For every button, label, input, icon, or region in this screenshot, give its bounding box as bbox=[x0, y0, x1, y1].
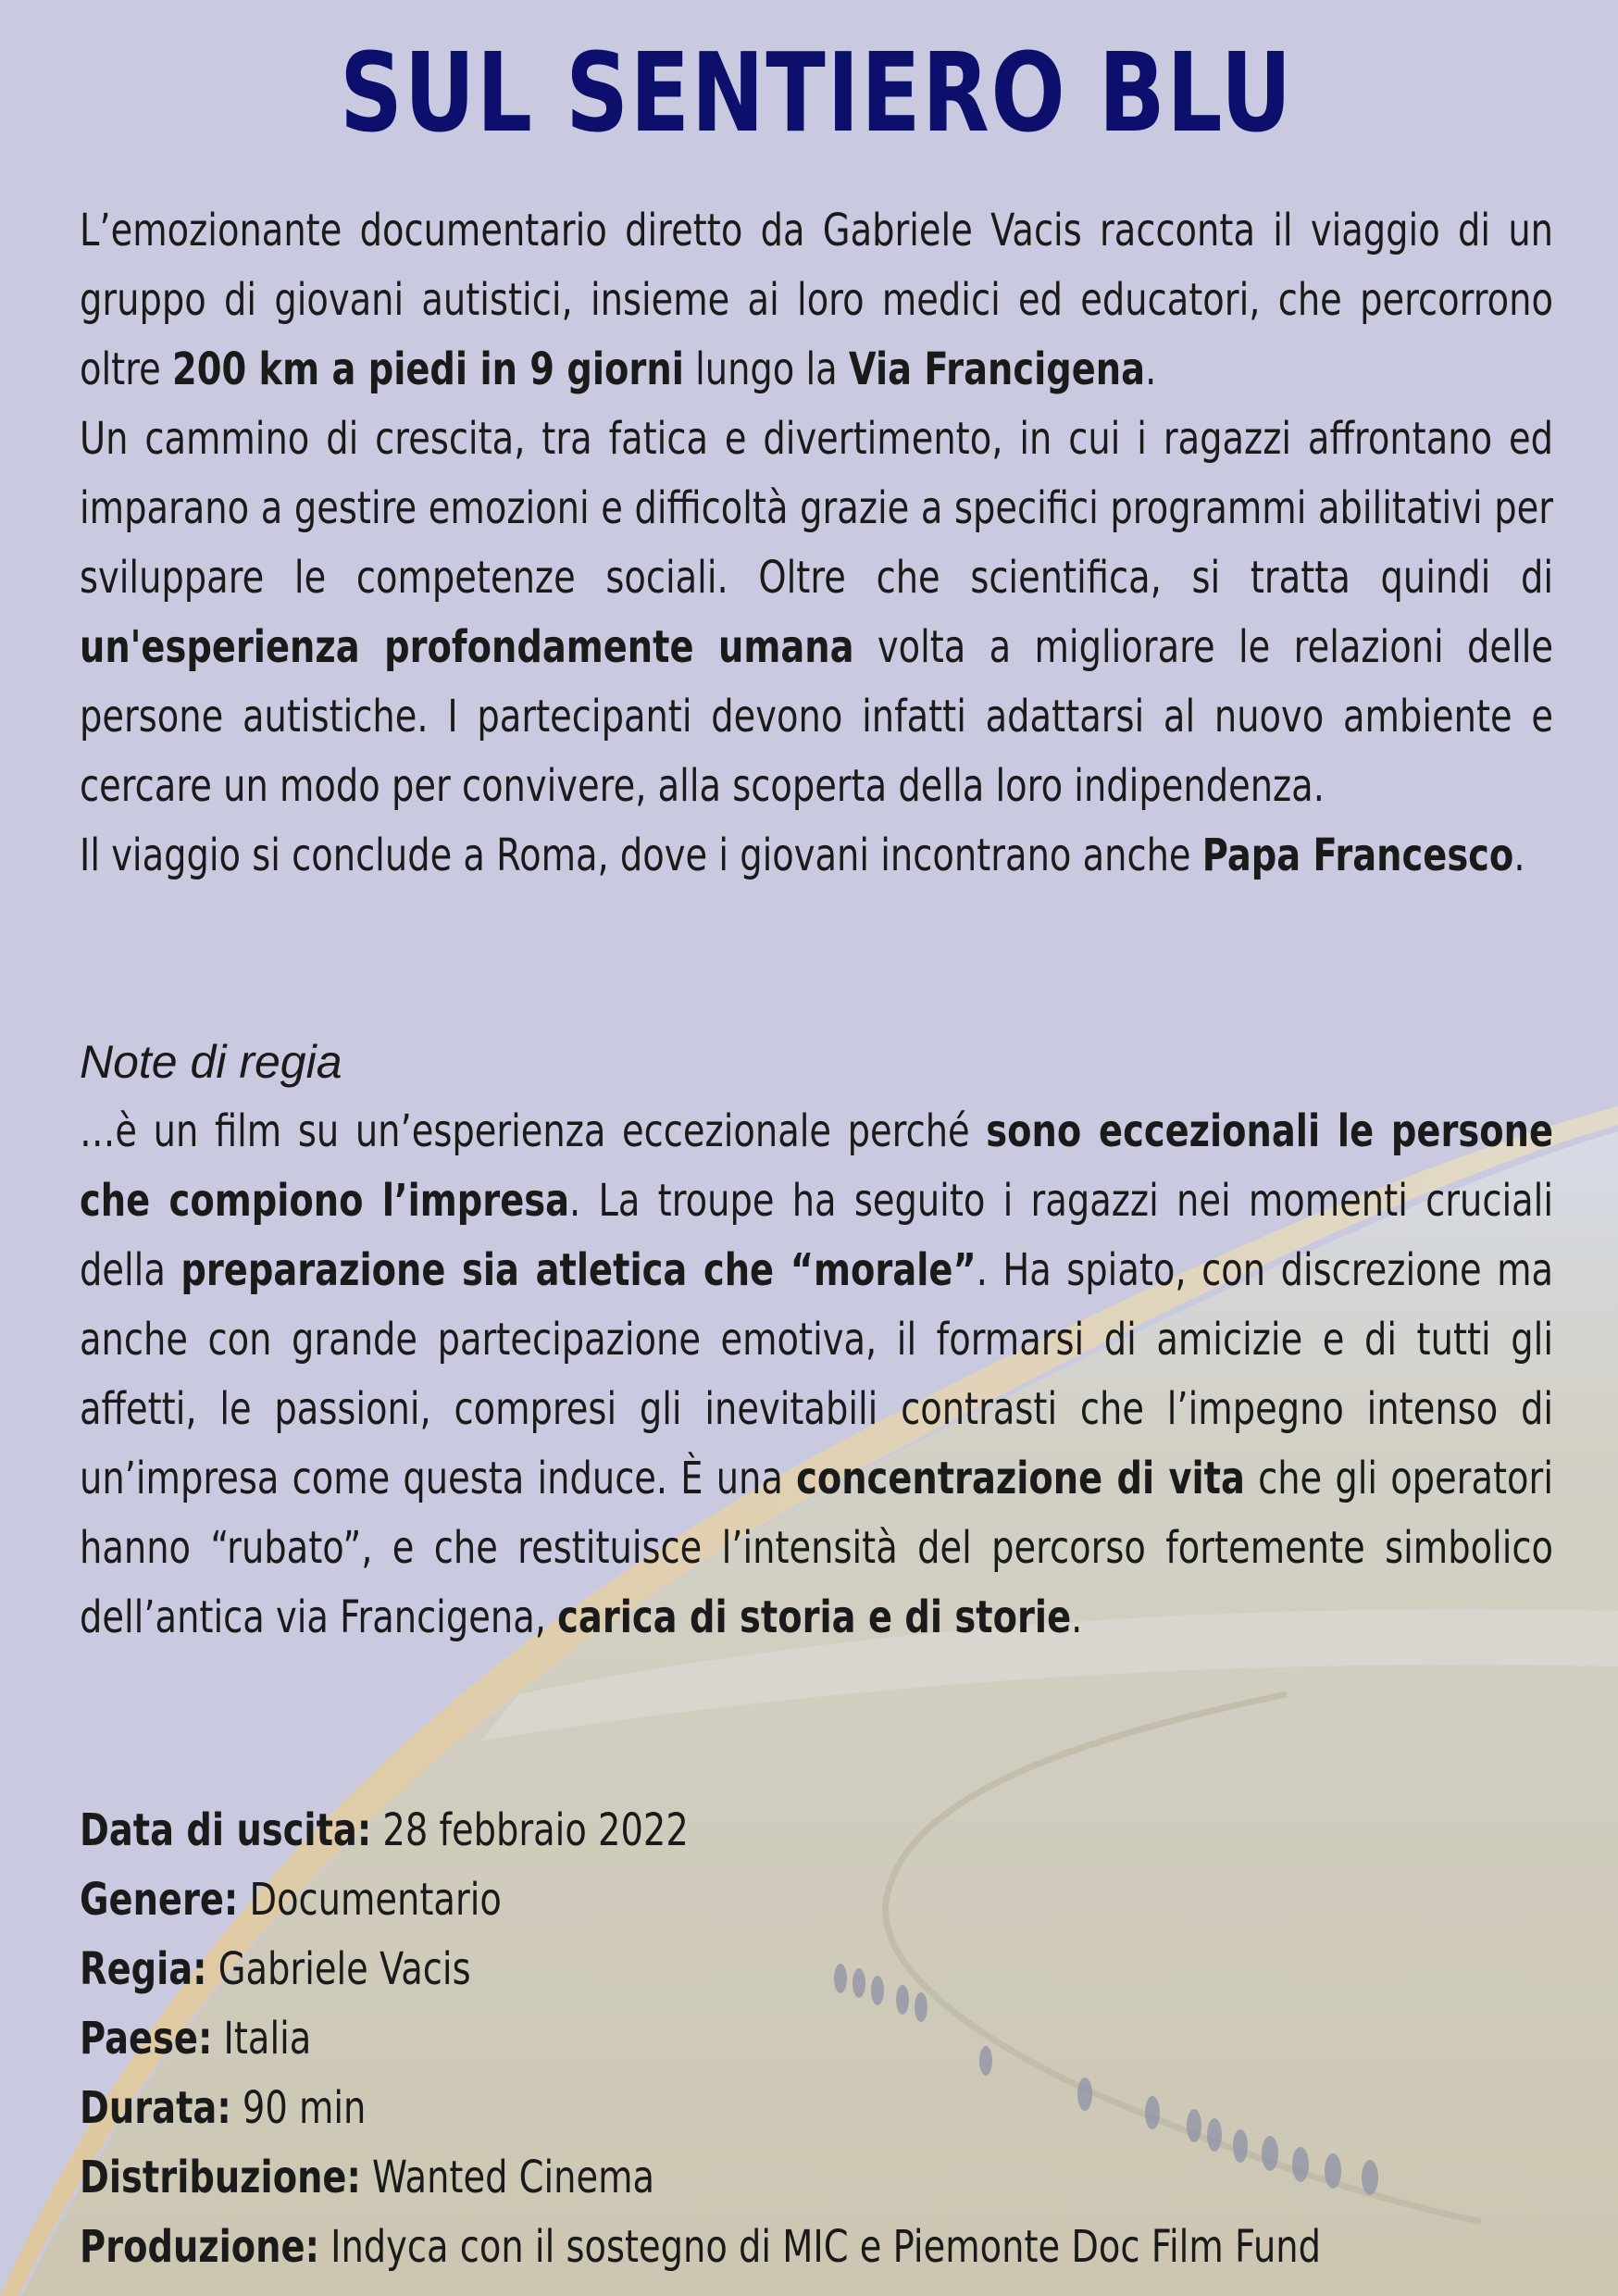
intro-paragraph-1 bbox=[80, 196, 1553, 405]
info-label: Regia: bbox=[80, 1943, 207, 1995]
info-row-release-date bbox=[80, 1796, 1553, 1866]
info-label: Data di uscita: bbox=[80, 1804, 372, 1856]
info-row-country bbox=[80, 2004, 1553, 2074]
intro-highlight-distance: 200 km a piedi in 9 giorni bbox=[172, 343, 684, 395]
info-row-director bbox=[80, 1935, 1553, 2004]
intro-text: . bbox=[1513, 830, 1525, 881]
intro-text: volta a migliorare le relazioni delle persone autistiche. I partecipanti devono infatti adattarsi al nuovo ambiente e cercare un modo per convivere, alla scoperta della loro indipendenza. bbox=[80, 621, 1553, 812]
info-value: Documentario bbox=[238, 1874, 502, 1926]
info-value: Indyca con il sostegno di MIC e Piemonte Doc Film Fund bbox=[318, 2221, 1321, 2273]
intro-highlight-route: Via Francigena bbox=[848, 343, 1146, 395]
info-value: 28 febbraio 2022 bbox=[371, 1804, 689, 1856]
notes-text: . bbox=[1071, 1591, 1083, 1643]
notes-section bbox=[80, 1028, 1618, 1653]
intro-text: L’emozionante documentario diretto da Gabriele Vacis racconta il viaggio di un gruppo di giovani autistici, insieme ai loro medici ed educatori, che percorrono oltre bbox=[80, 205, 1553, 395]
intro-text: Il viaggio si conclude a Roma, dove i giovani incontrano anche bbox=[80, 830, 1202, 881]
notes-highlight: preparazione sia atletica che “morale” bbox=[180, 1244, 977, 1296]
notes-text: . La troupe ha seguito i ragazzi nei momenti cruciali della bbox=[80, 1175, 1553, 1296]
intro-section bbox=[80, 196, 1553, 891]
info-row-distribution bbox=[80, 2143, 1553, 2213]
notes-heading: Note di regia bbox=[80, 1036, 342, 1088]
notes-highlight: carica di storia e di storie bbox=[557, 1591, 1072, 1643]
intro-highlight-experience: un'esperienza profondamente umana bbox=[80, 621, 854, 673]
info-label: Genere: bbox=[80, 1874, 239, 1926]
info-row-genre bbox=[80, 1866, 1553, 1935]
notes-text: che gli operatori hanno “rubato”, e che restituisce l’intensità del percorso fortemente simbolico dell’antica via Francigena, bbox=[80, 1453, 1554, 1643]
notes-text: . Ha spiato, con discrezione ma anche con grande partecipazione emotiva, il formarsi di amicizie e di tutti gli affetti, le passioni, compresi gli inevitabili contrasti che l’impegno intenso di un’impresa come questa induce. È una bbox=[80, 1244, 1554, 1504]
info-row-production bbox=[80, 2213, 1553, 2282]
notes-highlight: sono eccezionali le persone che compiono l’impresa bbox=[80, 1105, 1554, 1227]
notes-text: …è un film su un’esperienza eccezionale perché bbox=[80, 1105, 987, 1157]
info-row-duration bbox=[80, 2074, 1553, 2143]
info-label: Distribuzione: bbox=[80, 2152, 361, 2203]
intro-text: . bbox=[1145, 343, 1157, 395]
info-label: Paese: bbox=[80, 2013, 213, 2065]
film-info-list bbox=[80, 1796, 1553, 2282]
info-label: Produzione: bbox=[80, 2221, 319, 2273]
info-value: Wanted Cinema bbox=[360, 2152, 655, 2203]
intro-highlight-pope: Papa Francesco bbox=[1201, 830, 1514, 881]
page-title: SUL SENTIERO BLU bbox=[340, 29, 1293, 156]
info-value: Gabriele Vacis bbox=[206, 1943, 471, 1995]
notes-body bbox=[80, 1097, 1553, 1653]
intro-paragraph-2 bbox=[80, 405, 1553, 821]
page-content bbox=[80, 0, 1554, 2273]
intro-paragraph-3 bbox=[80, 821, 1553, 891]
notes-paragraph bbox=[80, 1097, 1553, 1653]
info-value: 90 min bbox=[230, 2082, 367, 2134]
info-value: Italia bbox=[212, 2013, 312, 2065]
info-label: Durata: bbox=[80, 2082, 231, 2134]
intro-text: lungo la bbox=[683, 343, 849, 395]
intro-text: Un cammino di crescita, tra fatica e divertimento, in cui i ragazzi affrontano ed imparano a gestire emozioni e difficoltà grazie a specifici programmi abilitativi per sviluppare le competenze sociali. Oltre che scientifica, si tratta quindi di bbox=[80, 413, 1553, 604]
notes-highlight: concentrazione di vita bbox=[796, 1453, 1245, 1504]
